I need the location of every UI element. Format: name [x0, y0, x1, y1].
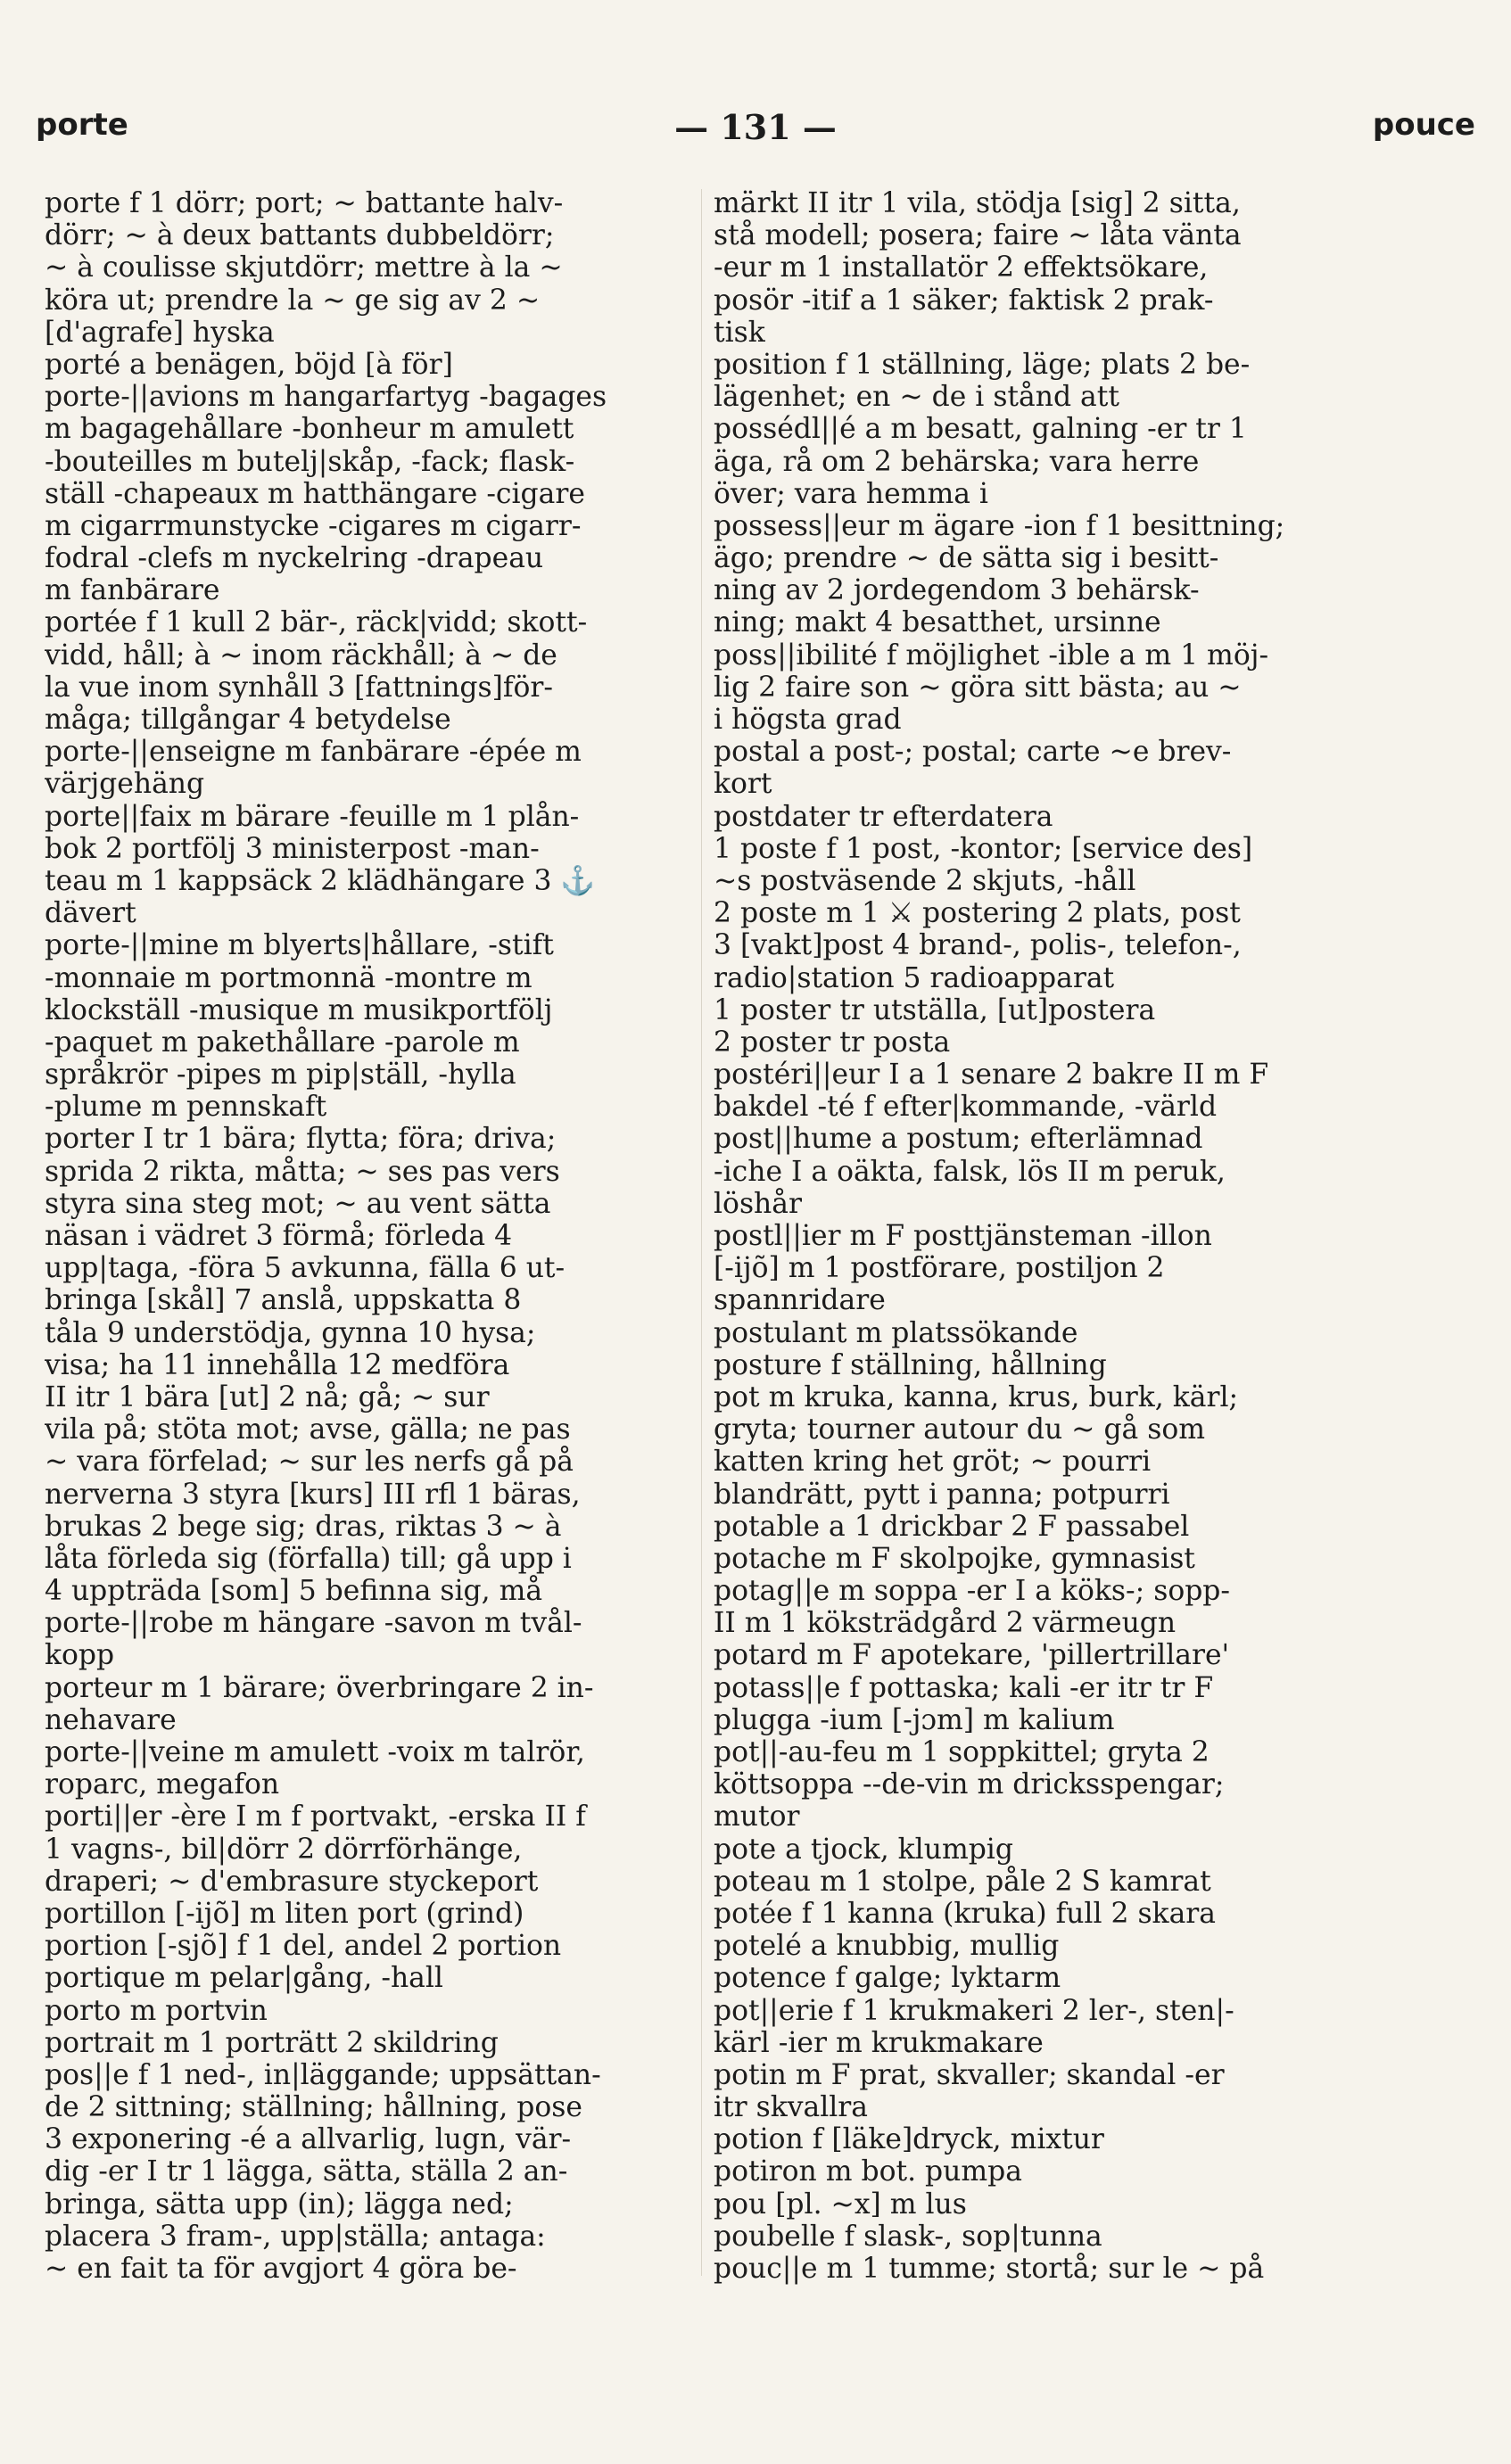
- dictionary-line: katten kring het gröt; ~ pourri: [714, 1446, 1152, 1479]
- dictionary-line: postéri||eur I a 1 senare 2 bakre II m F: [714, 1059, 1269, 1092]
- dictionary-line: porté a benägen, böjd [à för]: [45, 348, 453, 381]
- dictionary-line: postulant m platssökande: [714, 1316, 1078, 1349]
- dictionary-line: poteau m 1 stolpe, påle 2 S kamrat: [714, 1865, 1211, 1898]
- dictionary-line: II m 1 köksträdgård 2 värmeugn: [714, 1607, 1177, 1640]
- dictionary-line: köttsoppa --de-vin m dricksspengar;: [714, 1768, 1225, 1801]
- dictionary-line: la vue inom synhåll 3 [fattnings]för-: [45, 671, 553, 704]
- dictionary-line: bringa [skål] 7 anslå, uppskatta 8: [45, 1284, 522, 1317]
- dictionary-line: ~ à coulisse skjutdörr; mettre à la ~: [45, 251, 563, 284]
- dictionary-line: språkrör -pipes m pip|ställ, -hylla: [45, 1059, 516, 1092]
- dictionary-line: [-ijõ] m 1 postförare, postiljon 2: [714, 1252, 1165, 1285]
- dictionary-line: nerverna 3 styra [kurs] III rfl 1 bäras,: [45, 1478, 581, 1511]
- dictionary-line: portée f 1 kull 2 bär-, räck|vidd; skott-: [45, 606, 588, 639]
- dictionary-line: porte-||avions m hangarfartyg -bagages: [45, 381, 607, 414]
- dictionary-line: bringa, sätta upp (in); lägga ned;: [45, 2188, 514, 2221]
- dictionary-line: kopp: [45, 1639, 115, 1672]
- dictionary-line: 2 poster tr posta: [714, 1026, 951, 1059]
- dictionary-line: upp|taga, -föra 5 avkunna, fälla 6 ut-: [45, 1252, 566, 1285]
- dictionary-line: pote a tjock, klumpig: [714, 1833, 1013, 1866]
- dictionary-line: possédl||é a m besatt, galning -er tr 1: [714, 413, 1247, 446]
- dictionary-line: lägenhet; en ~ de i stånd att: [714, 381, 1119, 414]
- dictionary-line: [d'agrafe] hyska: [45, 316, 275, 349]
- dictionary-line: näsan i vädret 3 förmå; förleda 4: [45, 1220, 513, 1252]
- dictionary-line: portique m pelar|gång, -hall: [45, 1962, 443, 1995]
- dictionary-line: potence f galge; lyktarm: [714, 1962, 1061, 1995]
- dictionary-line: pou [pl. ~x] m lus: [714, 2188, 967, 2221]
- dictionary-line: klockställ -musique m musikportfölj: [45, 993, 553, 1026]
- dictionary-line: post||hume a postum; efterlämnad: [714, 1123, 1203, 1156]
- dictionary-line: postdater tr efterdatera: [714, 800, 1053, 833]
- dictionary-line: poss||ibilité f möjlighet -ible a m 1 möj-: [714, 639, 1269, 672]
- dictionary-line: m fanbärare: [45, 574, 220, 607]
- dictionary-line: ning av 2 jordegendom 3 behärsk-: [714, 574, 1200, 607]
- dictionary-line: porte||faix m bärare -feuille m 1 plån-: [45, 800, 580, 833]
- dictionary-line: de 2 sittning; ställning; hållning, pose: [45, 2091, 582, 2124]
- dictionary-line: pos||e f 1 ned-, in|läggande; uppsättan-: [45, 2058, 601, 2091]
- dictionary-line: i högsta grad: [714, 704, 902, 736]
- dictionary-line: II itr 1 bära [ut] 2 nå; gå; ~ sur: [45, 1380, 490, 1413]
- dictionary-line: kärl -ier m krukmakare: [714, 2026, 1044, 2059]
- dictionary-line: ~ vara förfelad; ~ sur les nerfs gå på: [45, 1446, 574, 1479]
- dictionary-line: 1 vagns-, bil|dörr 2 dörrförhänge,: [45, 1833, 523, 1866]
- dictionary-line: roparc, megafon: [45, 1768, 280, 1801]
- dictionary-line: portillon [-ijõ] m liten port (grind): [45, 1897, 524, 1930]
- right-column: [714, 187, 1463, 2285]
- dictionary-line: teau m 1 kappsäck 2 klädhängare 3 ⚓: [45, 864, 596, 897]
- dictionary-line: 2 poste m 1 ⚔ postering 2 plats, post: [714, 897, 1241, 930]
- dictionary-line: -eur m 1 installatör 2 effektsökare,: [714, 251, 1209, 284]
- dictionary-line: 4 uppträda [som] 5 befinna sig, må: [45, 1575, 543, 1608]
- dictionary-line: plugga -ium [-jɔm] m kalium: [714, 1703, 1115, 1736]
- dictionary-line: kort: [714, 768, 772, 801]
- dictionary-line: dig -er I tr 1 lägga, sätta, ställa 2 an-: [45, 2155, 568, 2188]
- dictionary-line: 1 poster tr utställa, [ut]postera: [714, 993, 1156, 1026]
- dictionary-line: spannridare: [714, 1284, 886, 1317]
- left-column: [45, 187, 749, 2285]
- dictionary-line: radio|station 5 radioapparat: [714, 961, 1115, 994]
- dictionary-line: potass||e f pottaska; kali -er itr tr F: [714, 1671, 1214, 1704]
- dictionary-line: värjgehäng: [45, 768, 205, 801]
- dictionary-line: måga; tillgångar 4 betydelse: [45, 704, 451, 736]
- dictionary-line: pot||erie f 1 krukmakeri 2 ler-, sten|-: [714, 1994, 1234, 2027]
- dictionary-line: -paquet m pakethållare -parole m: [45, 1026, 520, 1059]
- dictionary-line: 3 [vakt]post 4 brand-, polis-, telefon-,: [714, 929, 1242, 962]
- dictionary-line: ~ en fait ta för avgjort 4 göra be-: [45, 2253, 517, 2285]
- dictionary-line: -monnaie m portmonnä -montre m: [45, 961, 533, 994]
- dictionary-line: ställ -chapeaux m hatthängare -cigare: [45, 477, 585, 510]
- dictionary-line: nehavare: [45, 1703, 177, 1736]
- dictionary-line: vila på; stöta mot; avse, gälla; ne pas: [45, 1413, 571, 1446]
- dictionary-line: potion f [läke]dryck, mixtur: [714, 2123, 1104, 2156]
- dictionary-line: tåla 9 understödja, gynna 10 hysa;: [45, 1316, 536, 1349]
- dictionary-line: porte-||veine m amulett -voix m talrör,: [45, 1736, 585, 1768]
- left-guide-word: porte: [36, 107, 128, 143]
- dictionary-line: 1 poste f 1 post, -kontor; [service des]: [714, 832, 1253, 865]
- dictionary-line: portion [-sjõ] f 1 del, andel 2 portion: [45, 1930, 562, 1963]
- dictionary-line: possess||eur m ägare -ion f 1 besittning;: [714, 509, 1285, 542]
- dictionary-line: potiron m bot. pumpa: [714, 2155, 1022, 2188]
- dictionary-line: porter I tr 1 bära; flytta; föra; driva;: [45, 1123, 557, 1156]
- dictionary-line: portrait m 1 porträtt 2 skildring: [45, 2026, 499, 2059]
- dictionary-line: köra ut; prendre la ~ ge sig av 2 ~: [45, 284, 541, 317]
- dictionary-line: potable a 1 drickbar 2 F passabel: [714, 1510, 1190, 1543]
- page-number: — 131 —: [674, 107, 837, 147]
- dictionary-line: visa; ha 11 innehålla 12 medföra: [45, 1348, 510, 1381]
- dictionary-line: tisk: [714, 316, 765, 349]
- dictionary-line: placera 3 fram-, upp|ställa; antaga:: [45, 2220, 546, 2253]
- dictionary-line: draperi; ~ d'embrasure styckeport: [45, 1865, 539, 1898]
- dictionary-line: potache m F skolpojke, gymnasist: [714, 1542, 1195, 1575]
- dictionary-line: ~s postväsende 2 skjuts, -håll: [714, 864, 1136, 897]
- dictionary-line: postl||ier m F posttjänsteman -illon: [714, 1220, 1212, 1252]
- dictionary-line: bok 2 portfölj 3 ministerpost -man-: [45, 832, 540, 865]
- page-header: [36, 107, 1475, 161]
- dictionary-line: pot||-au-feu m 1 soppkittel; gryta 2: [714, 1736, 1210, 1768]
- dictionary-line: sprida 2 rikta, måtta; ~ ses pas vers: [45, 1155, 560, 1188]
- dictionary-line: brukas 2 bege sig; dras, riktas 3 ~ à: [45, 1510, 562, 1543]
- dictionary-line: porti||er -ère I m f portvakt, -erska II f: [45, 1801, 586, 1834]
- dictionary-line: vidd, håll; à ~ inom räckhåll; à ~ de: [45, 639, 557, 672]
- dictionary-line: poubelle f slask-, sop|tunna: [714, 2220, 1102, 2253]
- dictionary-line: porto m portvin: [45, 1994, 268, 2027]
- dictionary-line: dörr; ~ à deux battants dubbeldörr;: [45, 219, 555, 252]
- dictionary-line: porte-||robe m hängare -savon m tvål-: [45, 1607, 582, 1640]
- dictionary-line: m cigarrmunstycke -cigares m cigarr-: [45, 509, 582, 542]
- dictionary-line: porte f 1 dörr; port; ~ battante halv-: [45, 187, 564, 219]
- dictionary-line: stå modell; posera; faire ~ låta vänta: [714, 219, 1242, 252]
- right-guide-word: pouce: [1372, 107, 1475, 143]
- dictionary-line: itr skvallra: [714, 2091, 869, 2124]
- dictionary-line: 3 exponering -é a allvarlig, lugn, vär-: [45, 2123, 572, 2156]
- dictionary-line: fodral -clefs m nyckelring -drapeau: [45, 542, 544, 575]
- dictionary-line: porte-||enseigne m fanbärare -épée m: [45, 736, 582, 769]
- dictionary-line: postal a post-; postal; carte ~e brev-: [714, 736, 1232, 769]
- dictionary-line: ägo; prendre ~ de sätta sig i besitt-: [714, 542, 1219, 575]
- dictionary-line: porteur m 1 bärare; överbringare 2 in-: [45, 1671, 594, 1704]
- dictionary-line: över; vara hemma i: [714, 477, 988, 510]
- dictionary-line: dävert: [45, 897, 136, 930]
- dictionary-line: låta förleda sig (förfalla) till; gå upp i: [45, 1542, 572, 1575]
- dictionary-line: styra sina steg mot; ~ au vent sätta: [45, 1187, 551, 1220]
- dictionary-line: märkt II itr 1 vila, stödja [sig] 2 sitta,: [714, 187, 1241, 219]
- dictionary-line: bakdel -té f efter|kommande, -värld: [714, 1091, 1218, 1124]
- dictionary-line: potée f 1 kanna (kruka) full 2 skara: [714, 1897, 1217, 1930]
- dictionary-line: porte-||mine m blyerts|hållare, -stift: [45, 929, 554, 962]
- dictionary-line: -bouteilles m butelj|skåp, -fack; flask-: [45, 445, 575, 478]
- dictionary-line: äga, rå om 2 behärska; vara herre: [714, 445, 1200, 478]
- dictionary-line: m bagagehållare -bonheur m amulett: [45, 413, 574, 446]
- dictionary-line: mutor: [714, 1801, 800, 1834]
- dictionary-line: position f 1 ställning, läge; plats 2 be-: [714, 348, 1251, 381]
- dictionary-line: lig 2 faire son ~ göra sitt bästa; au ~: [714, 671, 1242, 704]
- dictionary-line: potag||e m soppa -er I a köks-; sopp-: [714, 1575, 1231, 1608]
- dictionary-line: potin m F prat, skvaller; skandal -er: [714, 2058, 1225, 2091]
- dictionary-line: potelé a knubbig, mullig: [714, 1930, 1060, 1963]
- dictionary-line: posör -itif a 1 säker; faktisk 2 prak-: [714, 284, 1214, 317]
- dictionary-line: blandrätt, pytt i panna; potpurri: [714, 1478, 1170, 1511]
- dictionary-line: löshår: [714, 1187, 802, 1220]
- dictionary-line: ning; makt 4 besatthet, ursinne: [714, 606, 1161, 639]
- dictionary-line: pot m kruka, kanna, krus, burk, kärl;: [714, 1380, 1239, 1413]
- dictionary-line: potard m F apotekare, 'pillertrillare': [714, 1639, 1230, 1672]
- dictionary-line: -plume m pennskaft: [45, 1091, 327, 1124]
- dictionary-line: pouc||e m 1 tumme; stortå; sur le ~ på: [714, 2253, 1265, 2285]
- dictionary-line: -iche I a oäkta, falsk, lös II m peruk,: [714, 1155, 1226, 1188]
- dictionary-line: posture f ställning, hållning: [714, 1348, 1107, 1381]
- dictionary-line: gryta; tourner autour du ~ gå som: [714, 1413, 1206, 1446]
